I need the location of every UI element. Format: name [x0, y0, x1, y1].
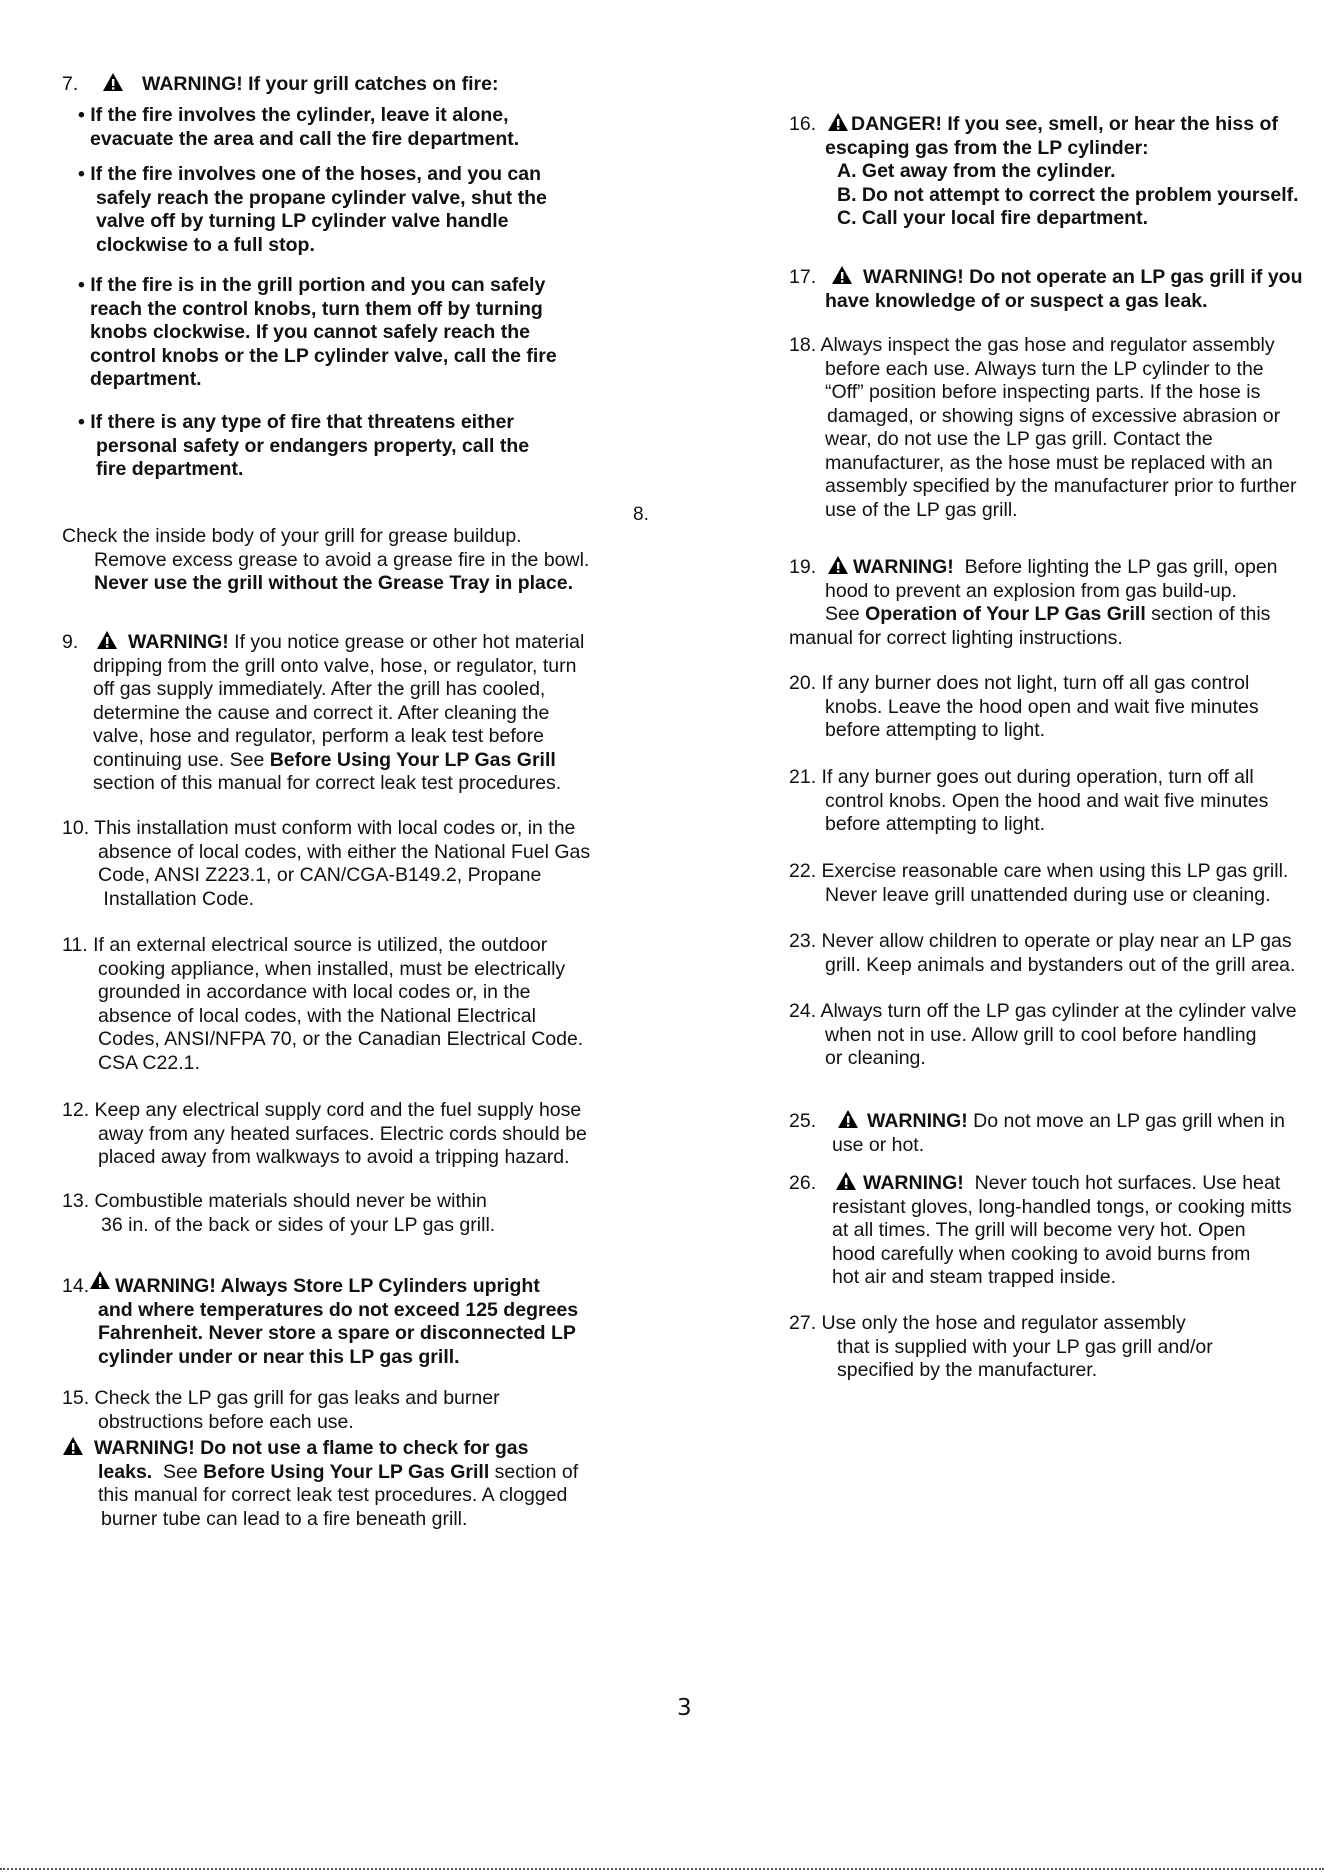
bullet-line: • If the fire is in the grill portion and you can safely — [78, 274, 546, 296]
item-line: away from any heated surfaces. Electric cords should be — [98, 1122, 587, 1145]
bullet-line: department. — [90, 368, 202, 390]
item-19 — [789, 555, 1278, 650]
item-line: when not in use. Allow grill to cool before handling — [825, 1023, 1257, 1046]
item-12 — [62, 1099, 587, 1170]
warning-triangle-icon — [827, 555, 849, 575]
item-line: “Off” position before inspecting parts. If the hose is — [825, 381, 1261, 403]
item-line: Codes, ANSI/NFPA 70, or the Canadian Electrical Code. — [98, 1028, 584, 1050]
item-line: continuing use. See Before Using Your LP Gas Grill — [93, 748, 556, 771]
item-line: 26. WARNING! Never touch hot surfaces. Use heat — [789, 1172, 1281, 1194]
item-line: CSA C22.1. — [98, 1051, 200, 1074]
item-16 — [789, 112, 1299, 231]
warning-triangle-icon — [62, 1436, 84, 1456]
item-line: control knobs. Open the hood and wait five minutes — [825, 789, 1269, 812]
item-9 — [62, 630, 584, 796]
item-line: absence of local codes, with the National Electrical — [98, 1004, 536, 1027]
item-line: 15. Check the LP gas grill for gas leaks and burner — [62, 1387, 500, 1409]
section-reference: Operation of Your LP Gas Grill — [865, 603, 1146, 625]
warning-label: WARNING! — [867, 1110, 968, 1132]
item-line: knobs. Leave the hood open and wait five minutes — [825, 695, 1259, 718]
item-line: Check the inside body of your grill for grease buildup. — [62, 525, 522, 547]
item-line: dripping from the grill onto valve, hose, or regulator, turn — [93, 654, 577, 677]
item-line: this manual for correct leak test procedures. A clogged — [98, 1484, 568, 1506]
warning-triangle-icon — [102, 72, 124, 92]
item-line: Never use the grill without the Grease Tray in place. — [94, 572, 573, 594]
item-13 — [62, 1190, 495, 1237]
item-8-number: 8. — [633, 504, 649, 525]
bullet-line: fire department. — [96, 458, 244, 480]
item-line: use of the LP gas grill. — [825, 498, 1018, 521]
section-reference: Before Using Your LP Gas Grill — [269, 748, 556, 771]
bullet-line: • If there is any type of fire that threatens either — [78, 411, 514, 433]
item-line: manual for correct lighting instructions. — [789, 626, 1123, 649]
item-line: Installation Code. — [98, 887, 255, 910]
item-line: 14. WARNING! Always Store LP Cylinders upright — [62, 1270, 578, 1299]
item-number: 14. — [62, 1275, 90, 1297]
item-line: 18. Always inspect the gas hose and regulator assembly — [789, 334, 1275, 356]
item-line — [789, 265, 1303, 290]
item-line: specified by the manufacturer. — [837, 1359, 1098, 1381]
item-line: 10. This installation must conform with local codes or, in the — [62, 817, 576, 839]
warning-text: WARNING! Do not operate an LP gas grill if you — [863, 266, 1303, 288]
item-line: Fahrenheit. Never store a spare or disconnected LP — [98, 1322, 576, 1344]
item-line: Never leave grill unattended during use or cleaning. — [825, 883, 1271, 906]
item-7-warning-text: WARNING! If your grill catches on fire: — [142, 73, 499, 95]
item-line: section of this manual for correct leak test procedures. — [93, 772, 562, 794]
warning-triangle-icon — [89, 1270, 111, 1290]
warning-label: WARNING! — [853, 556, 954, 578]
bullet-line: valve off by turning LP cylinder valve handle — [96, 210, 509, 232]
item-number: 7. — [62, 73, 79, 95]
item-line: off gas supply immediately. After the grill has cooled, — [93, 678, 546, 700]
item-line: wear, do not use the LP gas grill. Contact the — [825, 428, 1213, 450]
item-line: 23. Never allow children to operate or play near an LP gas — [789, 930, 1292, 952]
item-line: escaping gas from the LP cylinder: — [825, 136, 1149, 159]
warning-triangle-icon — [827, 112, 849, 132]
bullet-line: reach the control knobs, turn them off by turning — [90, 297, 543, 320]
item-line: hood to prevent an explosion from gas build-up. — [825, 579, 1237, 602]
item-line: 27. Use only the hose and regulator assembly — [789, 1312, 1186, 1334]
item-line: before each use. Always turn the LP cylinder to the — [825, 357, 1264, 380]
bullet-line: evacuate the area and call the fire department. — [90, 127, 520, 150]
item-10 — [62, 817, 590, 911]
item-line: 36 in. of the back or sides of your LP gas grill. — [101, 1213, 496, 1236]
item-line: use or hot. — [832, 1133, 925, 1156]
item-17 — [789, 265, 1303, 313]
item-line: 21. If any burner goes out during operation, turn off all — [789, 766, 1254, 788]
bullet-line: • If the fire involves the cylinder, leave it alone, — [78, 104, 509, 126]
item-line: at all times. The grill will become very hot. Open — [832, 1219, 1246, 1241]
item-line: cylinder under or near this LP gas grill. — [98, 1345, 460, 1368]
item-20 — [789, 672, 1259, 743]
item-line: burner tube can lead to a fire beneath grill. — [101, 1507, 468, 1530]
item-18 — [789, 334, 1296, 522]
item-7-bullet-1 — [78, 104, 519, 151]
item-line: have knowledge of or suspect a gas leak. — [825, 289, 1208, 312]
item-line: 9. WARNING! If you notice grease or other hot material — [62, 631, 585, 653]
bullet-line: knobs clockwise. If you cannot safely reach the — [90, 321, 530, 343]
item-7-warning-line — [62, 72, 498, 97]
item-line: 12. Keep any electrical supply cord and the fuel supply hose — [62, 1099, 582, 1121]
item-number: 19. — [789, 556, 817, 578]
item-number: 17. — [789, 266, 817, 288]
page-number: 3 — [677, 1695, 692, 1721]
item-7-bullet-3 — [78, 274, 557, 392]
item-line: hot air and steam trapped inside. — [832, 1266, 1117, 1288]
item-line: placed away from walkways to avoid a tripping hazard. — [98, 1146, 570, 1168]
item-line: valve, hose and regulator, perform a leak test before — [93, 725, 544, 747]
section-reference: Before Using Your LP Gas Grill — [203, 1460, 490, 1483]
bullet-line: clockwise to a full stop. — [96, 233, 315, 256]
item-line: before attempting to light. — [825, 813, 1046, 835]
bullet-line: control knobs or the LP cylinder valve, call the fire — [90, 344, 557, 367]
item-number: 16. — [789, 113, 817, 135]
item-26 — [789, 1171, 1292, 1290]
item-11 — [62, 934, 583, 1075]
item-line: 20. If any burner does not light, turn off all gas control — [789, 672, 1250, 694]
item-line: 22. Exercise reasonable care when using this LP gas grill. — [789, 860, 1289, 882]
item-7-bullet-4 — [78, 411, 529, 482]
item-line: absence of local codes, with either the National Fuel Gas — [98, 840, 591, 863]
item-line: Remove excess grease to avoid a grease fire in the bowl. — [94, 548, 590, 571]
item-number: 9. — [62, 631, 79, 653]
item-line: cooking appliance, when installed, must be electrically — [98, 957, 566, 980]
item-15 — [62, 1387, 578, 1531]
bullet-line: • If the fire involves one of the hoses, and you can — [78, 163, 542, 185]
item-8 — [62, 525, 589, 596]
item-line: C. Call your local fire department. — [837, 207, 1148, 229]
warning-label: WARNING! — [128, 631, 229, 653]
bullet-line: safely reach the propane cylinder valve, shut the — [96, 186, 547, 209]
item-line: resistant gloves, long-handled tongs, or cooking mitts — [832, 1195, 1292, 1218]
item-line: determine the cause and correct it. After cleaning the — [93, 701, 550, 724]
bottom-edge-rule — [0, 1868, 1324, 1870]
item-line: that is supplied with your LP gas grill and/or — [837, 1335, 1213, 1358]
item-line: leaks. See Before Using Your LP Gas Grill section of — [98, 1460, 579, 1483]
item-line: Code, ANSI Z223.1, or CAN/CGA-B149.2, Propane — [98, 864, 542, 886]
danger-text: DANGER! If you see, smell, or hear the hiss of — [851, 113, 1278, 135]
item-line: manufacturer, as the hose must be replaced with an — [825, 451, 1273, 474]
item-line: A. Get away from the cylinder. — [837, 160, 1116, 182]
item-line: grounded in accordance with local codes or, in the — [98, 981, 531, 1003]
item-22 — [789, 860, 1288, 907]
item-line: 19. WARNING! Before lighting the LP gas grill, open — [789, 556, 1278, 578]
item-line: 13. Combustible materials should never be within — [62, 1190, 487, 1212]
item-7-bullet-2 — [78, 163, 547, 257]
item-number: 26. — [789, 1172, 817, 1194]
item-24 — [789, 1000, 1297, 1071]
warning-label: WARNING! Do not use a flame to check for gas — [94, 1437, 529, 1459]
warning-label: WARNING! — [863, 1172, 964, 1194]
item-line: before attempting to light. — [825, 719, 1046, 741]
item-line: B. Do not attempt to correct the problem yourself. — [837, 183, 1299, 206]
item-line: or cleaning. — [825, 1047, 926, 1069]
item-line: 25. WARNING! Do not move an LP gas grill when in — [789, 1110, 1285, 1132]
item-25 — [789, 1109, 1285, 1157]
item-line: assembly specified by the manufacturer prior to further — [825, 475, 1297, 497]
warning-triangle-icon — [835, 1171, 857, 1191]
item-23 — [789, 930, 1295, 977]
item-line: 11. If an external electrical source is utilized, the outdoor — [62, 934, 548, 956]
item-line: obstructions before each use. — [98, 1410, 354, 1433]
warning-triangle-icon — [96, 630, 118, 650]
item-line: 24. Always turn off the LP gas cylinder at the cylinder valve — [789, 1000, 1297, 1022]
item-21 — [789, 766, 1268, 837]
item-line: grill. Keep animals and bystanders out of the grill area. — [825, 953, 1296, 976]
warning-triangle-icon — [831, 265, 853, 285]
item-line — [789, 112, 1299, 137]
bullet-line: personal safety or endangers property, call the — [96, 434, 530, 457]
item-number: 25. — [789, 1110, 817, 1132]
warning-triangle-icon — [837, 1109, 859, 1129]
item-line: damaged, or showing signs of excessive abrasion or — [827, 404, 1281, 427]
item-line: and where temperatures do not exceed 125 degrees — [98, 1298, 579, 1321]
item-line: See Operation of Your LP Gas Grill section of this — [825, 603, 1271, 625]
item-27 — [789, 1312, 1213, 1383]
item-line: hood carefully when cooking to avoid burns from — [832, 1242, 1251, 1265]
item-14 — [62, 1270, 578, 1369]
item-line — [62, 1436, 578, 1461]
